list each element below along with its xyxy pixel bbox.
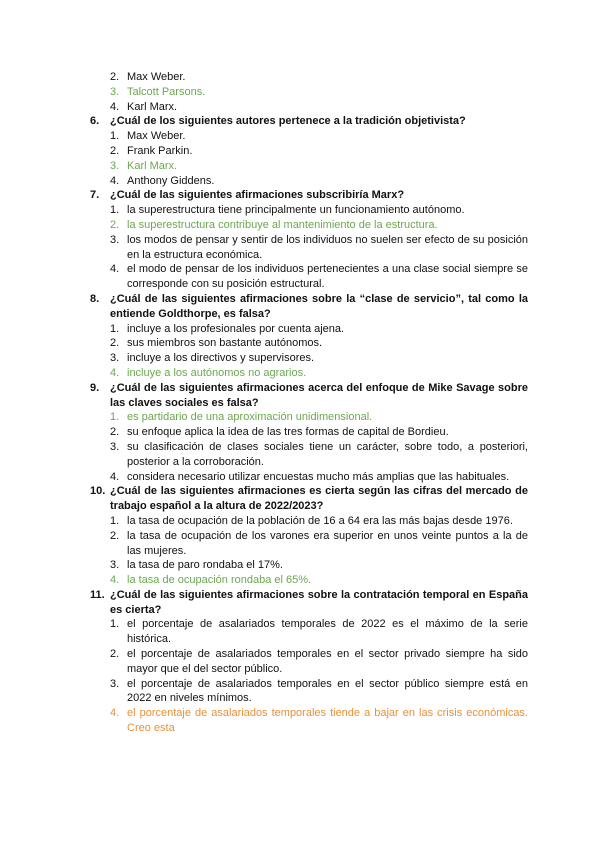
option-text: la superestructura contribuye al mantenimiento de la estructura. — [127, 218, 438, 231]
question-text: ¿Cuál de las siguientes afirmaciones sobre la “clase de servicio”, tal como la entiende Goldthorpe, es falsa? — [110, 292, 528, 320]
option-item — [110, 100, 528, 115]
option-item — [110, 617, 528, 647]
option-number: 3. — [110, 352, 120, 365]
question-6 — [90, 114, 528, 129]
option-number: 3. — [110, 233, 120, 246]
question-text: ¿Cuál de las siguientes afirmaciones subscribiría Marx? — [110, 189, 405, 202]
option-number: 4. — [110, 707, 120, 720]
option-text: Max Weber. — [127, 130, 186, 143]
question-11-options — [110, 617, 528, 735]
question-9 — [90, 381, 528, 411]
question-number: 8. — [90, 292, 100, 305]
option-number: 4. — [110, 263, 120, 276]
option-item — [110, 677, 528, 707]
option-item-correct — [110, 85, 528, 100]
question-10-options — [110, 514, 528, 588]
option-text: Frank Parkin. — [127, 144, 193, 157]
question-11 — [90, 588, 528, 618]
option-number: 2. — [110, 218, 120, 231]
question-8 — [90, 292, 528, 322]
option-text: Max Weber. — [127, 71, 186, 83]
option-item-correct — [110, 366, 528, 381]
question-number: 11. — [90, 588, 105, 601]
question-7 — [90, 188, 528, 203]
question-number: 9. — [90, 381, 100, 394]
option-text: la tasa de paro rondaba el 17%. — [127, 559, 283, 572]
option-number: 2. — [110, 529, 120, 542]
option-text: su clasificación de clases sociales tiene un carácter, sobre todo, a posteriori, posterior a la corroboración. — [127, 440, 528, 468]
option-text: el modo de pensar de los individuos pertenecientes a una clase social siempre se corresponde con su posición estructural. — [127, 263, 528, 291]
option-number: 1. — [110, 204, 120, 217]
option-text: la tasa de ocupación rondaba el 65%. — [127, 574, 312, 587]
option-text: Talcott Parsons. — [127, 85, 206, 98]
option-text: es partidario de una aproximación unidimensional. — [127, 411, 373, 424]
question-6-options — [110, 129, 528, 188]
question-7-options — [110, 203, 528, 292]
option-item — [110, 470, 528, 485]
option-number: 4. — [110, 470, 120, 483]
option-item — [110, 647, 528, 677]
question-text: ¿Cuál de las siguientes afirmaciones sobre la contratación temporal en España es cierta? — [110, 588, 528, 616]
option-text: Karl Marx. — [127, 159, 178, 172]
question-text: ¿Cuál de los siguientes autores pertenece a la tradición objetivista? — [110, 115, 466, 128]
option-number: 2. — [110, 144, 120, 157]
option-item — [110, 514, 528, 529]
option-text: los modos de pensar y sentir de los individuos no suelen ser efecto de su posición en la estructura económica. — [127, 233, 528, 261]
option-item — [110, 129, 528, 144]
option-number: 4. — [110, 574, 120, 587]
option-text: incluye a los profesionales por cuenta ajena. — [127, 322, 345, 335]
option-number: 2. — [110, 71, 120, 83]
option-number: 1. — [110, 130, 120, 143]
option-number: 4. — [110, 100, 120, 113]
option-text: la superestructura tiene principalmente un funcionamiento autónomo. — [127, 204, 465, 217]
option-text: incluye a los autónomos no agrarios. — [127, 366, 307, 379]
option-number: 4. — [110, 366, 120, 379]
option-number: 3. — [110, 85, 120, 98]
question-number: 7. — [90, 189, 100, 202]
option-number: 3. — [110, 559, 120, 572]
option-number: 3. — [110, 677, 120, 690]
option-item — [110, 558, 528, 573]
question-number: 6. — [90, 115, 100, 128]
option-number: 4. — [110, 174, 120, 187]
option-number: 1. — [110, 322, 120, 335]
option-number: 2. — [110, 337, 120, 350]
option-number: 2. — [110, 648, 120, 661]
option-item-correct — [110, 159, 528, 174]
option-item-correct — [110, 218, 528, 233]
option-item — [110, 144, 528, 159]
option-text: la tasa de ocupación de los varones era superior en unos veinte puntos a la de las mujeres. — [127, 529, 528, 557]
option-text: considera necesario utilizar encuestas mucho más amplias que las habituales. — [127, 470, 510, 483]
option-item-correct — [110, 573, 528, 588]
option-text: la tasa de ocupación de la población de 16 a 64 era las más bajas desde 1976. — [127, 514, 513, 527]
option-item — [110, 529, 528, 559]
option-item-highlighted — [110, 706, 528, 736]
option-number: 3. — [110, 440, 120, 453]
option-item-correct — [110, 410, 528, 425]
option-text: el porcentaje de asalariados temporales de 2022 es el máximo de la serie histórica. — [127, 618, 528, 646]
option-item — [110, 440, 528, 470]
option-text: el porcentaje de asalariados temporales en el sector privado siempre ha sido mayor que el del sector público. — [127, 648, 528, 675]
option-text: Karl Marx. — [127, 100, 178, 113]
question-text: ¿Cuál de las siguientes afirmaciones es cierta según las cifras del mercado de trabajo español a la altura de 2022/2023? — [110, 485, 528, 513]
option-text: su enfoque aplica la idea de las tres formas de capital de Bordieu. — [127, 426, 449, 439]
option-item — [110, 351, 528, 366]
option-item — [110, 70, 528, 85]
option-number: 1. — [110, 411, 120, 424]
option-number: 2. — [110, 426, 120, 439]
question-9-options — [110, 410, 528, 484]
option-number: 1. — [110, 618, 120, 631]
question-8-options — [110, 322, 528, 381]
option-text: Anthony Giddens. — [127, 174, 215, 187]
option-item — [110, 233, 528, 263]
option-item — [110, 174, 528, 189]
option-item — [110, 262, 528, 292]
option-item — [110, 322, 528, 337]
option-text: sus miembros son bastante autónomos. — [127, 337, 323, 350]
option-text: el porcentaje de asalariados temporales tiende a bajar en las crisis económicas. Creo esta — [127, 707, 528, 735]
question-number: 10. — [90, 485, 106, 498]
option-text: incluye a los directivos y supervisores. — [127, 352, 315, 365]
question-text: ¿Cuál de las siguientes afirmaciones acerca del enfoque de Mike Savage sobre las claves sociales es falsa? — [110, 381, 528, 409]
option-item — [110, 425, 528, 440]
question-10 — [90, 484, 528, 514]
option-text: el porcentaje de asalariados temporales en el sector público siempre está en 2022 en niveles mínimos. — [127, 677, 528, 705]
option-item — [110, 203, 528, 218]
continuation-options — [110, 70, 528, 114]
option-number: 3. — [110, 159, 120, 172]
option-number: 1. — [110, 514, 120, 527]
option-item — [110, 336, 528, 351]
